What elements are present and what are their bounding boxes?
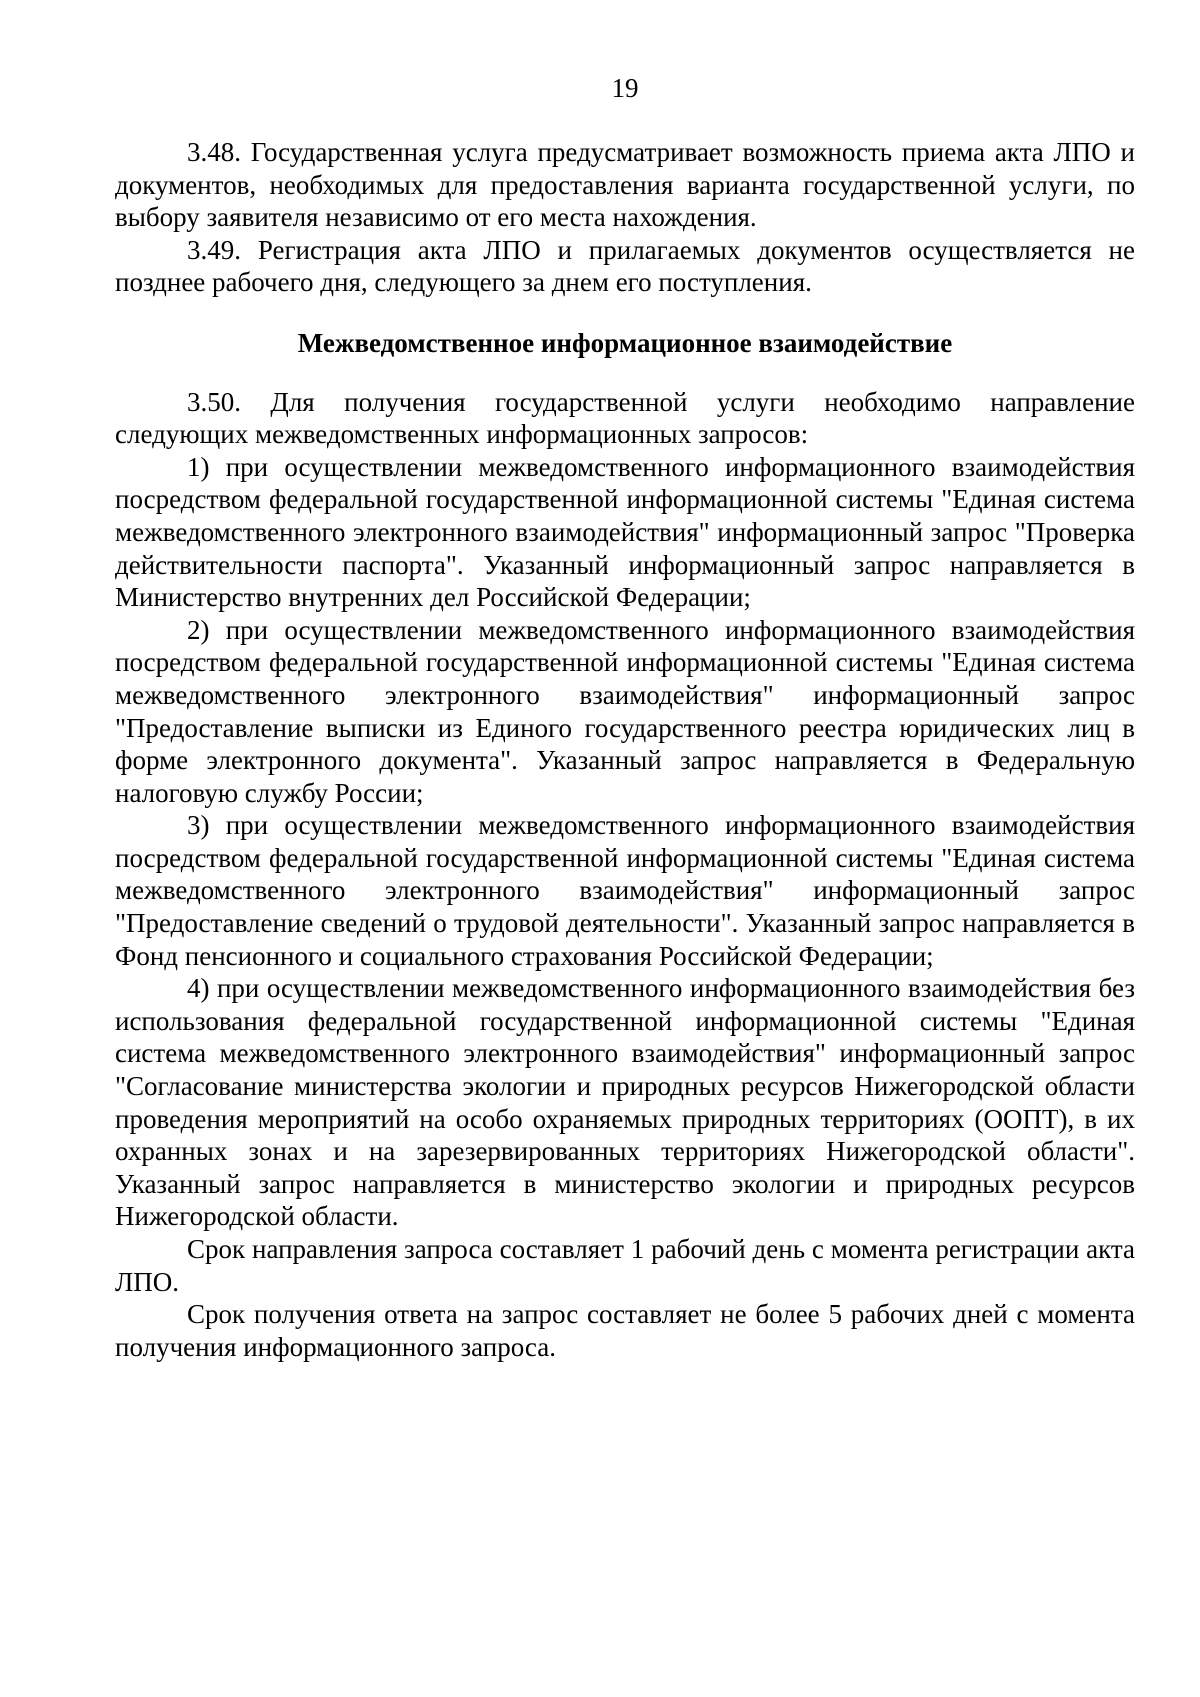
paragraph-3-49: 3.49. Регистрация акта ЛПО и прилагаемых документов осуществляется не позднее рабочего дня, следующего за днем его поступления. <box>115 234 1135 298</box>
paragraph-response-term: Срок получения ответа на запрос составляет не более 5 рабочих дней с момента получения информационного запроса. <box>115 1299 1135 1362</box>
section-heading: Межведомственное информационное взаимодействие <box>297 327 953 358</box>
list-item-4: 4) при осуществлении межведомственного информационного взаимодействия без использования федеральной государственной информационной системы "Единая система межведомственного электронного взаимодействия" информационный запрос "Согласование министерства экологии и природных ресурсов Нижегородской области проведения мероприятий на особо охраняемых природных территориях (ООПТ), в их охранных зонах и на зарезервированных территориях Нижегородской области". Указанный запрос направляется в министерство экологии и природных ресурсов Нижегородской области. <box>115 973 1135 1232</box>
paragraph-3-50: 3.50. Для получения государственной услуги необходимо направление следующих межведомственных информационных запросов: <box>115 386 1135 450</box>
paragraph-3-48: 3.48. Государственная услуга предусматривает возможность приема акта ЛПО и документов, необходимых для предоставления варианта государственной услуги, по выбору заявителя независимо от его места нахождения. <box>115 137 1135 233</box>
list-item-2: 2) при осуществлении межведомственного информационного взаимодействия посредством федеральной государственной информационной системы "Единая система межведомственного электронного взаимодействия" информационный запрос "Предоставление выписки из Единого государственного реестра юридических лиц в форме электронного документа". Указанный запрос направляется в Федеральную налоговую службу России; <box>115 614 1135 808</box>
list-item-1: 1) при осуществлении межведомственного информационного взаимодействия посредством федеральной государственной информационной системы "Единая система межведомственного электронного взаимодействия" информационный запрос "Проверка действительности паспорта". Указанный информационный запрос направляется в Министерство внутренних дел Российской Федерации; <box>115 451 1135 613</box>
list-item-3: 3) при осуществлении межведомственного информационного взаимодействия посредством федеральной государственной информационной системы "Единая система межведомственного электронного взаимодействия" информационный запрос "Предоставление сведений о трудовой деятельности". Указанный запрос направляется в Фонд пенсионного и социального страхования Российской Федерации; <box>115 810 1135 971</box>
page-number: 19 <box>611 73 639 103</box>
paragraph-request-term: Срок направления запроса составляет 1 рабочий день с момента регистрации акта ЛПО. <box>115 1234 1135 1297</box>
document-body <box>115 136 1135 1363</box>
